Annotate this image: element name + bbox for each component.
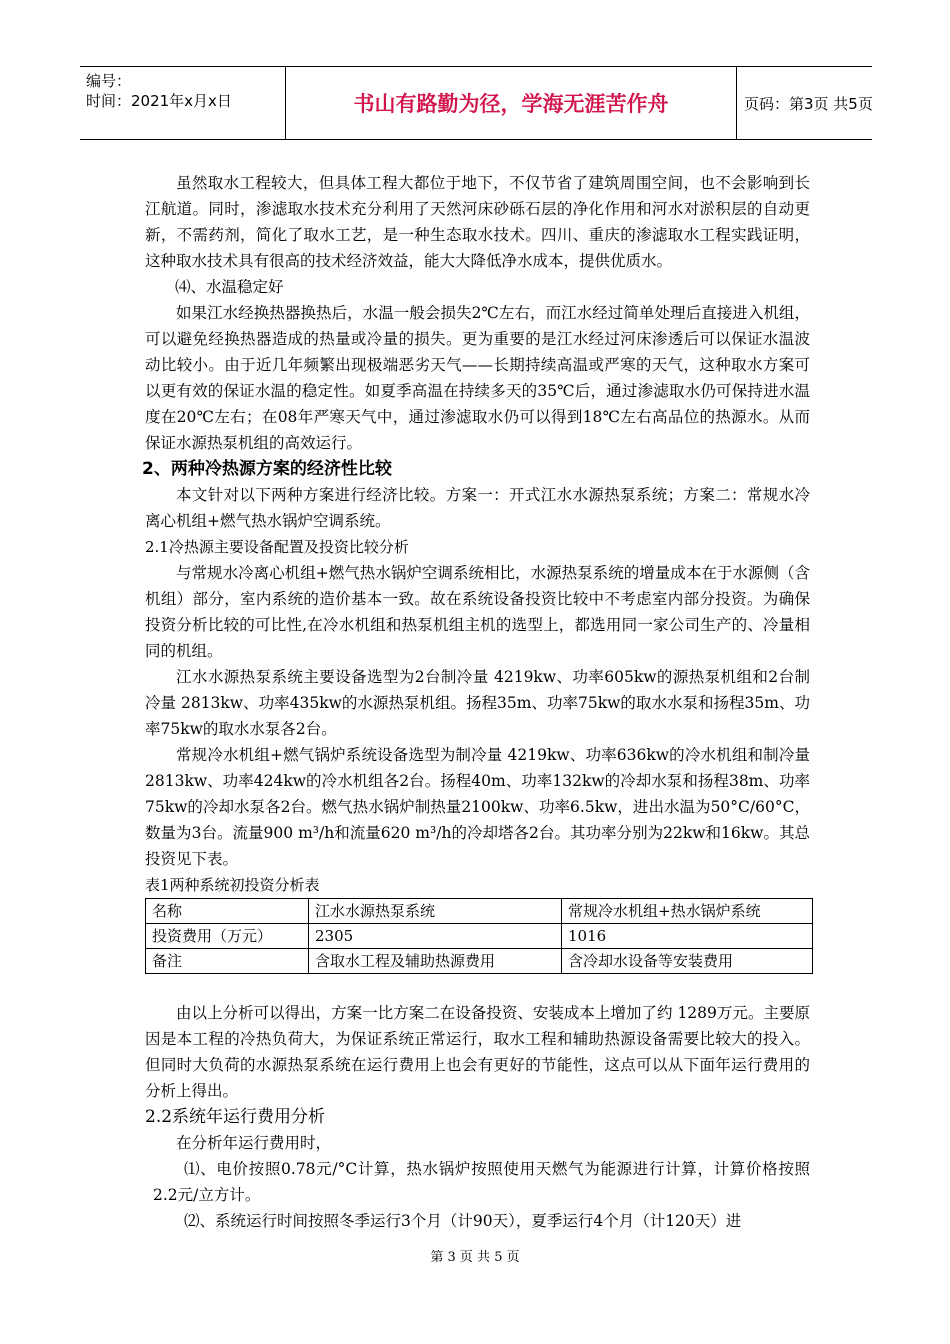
investment-table <box>145 898 813 974</box>
section-heading-2-2: 2.2系统年运行费用分析 <box>145 1107 326 1127</box>
paragraph: 由以上分析可以得出，方案一比方案二在设备投资、安装成本上增加了约 1289万元。主要原因是本工程的冷热负荷大，为保证系统正常运行，取水工程和辅助热源设备需要比较大的投入。但同时大负荷的水源热泵系统在运行费用上也会有更好的节能性，这点可以从下面年运行费用的分析上得出。 <box>145 1004 810 1100</box>
page-footer: 第 3 页 共 5 页 <box>430 1250 520 1265</box>
section-heading-2-1: 2.1冷热源主要设备配置及投资比较分析 <box>145 538 409 556</box>
table-cell: 投资费用（万元） <box>146 924 309 949</box>
table-row <box>146 949 813 974</box>
table-row <box>146 924 813 949</box>
table-cell: 备注 <box>146 949 309 974</box>
table-row <box>146 899 813 924</box>
table-cell: 含取水工程及辅助热源费用 <box>309 949 562 974</box>
paragraph: 与常规水冷离心机组+燃气热水锅炉空调系统相比，水源热泵系统的增量成本在于水源侧（含机组）部分，室内系统的造价基本一致。故在系统设备投资比较中不考虑室内部分投资。为确保投资分析比较的可比性,在冷水机组和热泵机组主机的选型上，都选用同一家公司生产的、冷量相同的机组。 <box>145 564 810 660</box>
table-caption: 表1两种系统初投资分析表 <box>145 876 320 894</box>
section-heading-2: 2、两种冷热源方案的经济性比较 <box>142 459 392 479</box>
paragraph: 虽然取水工程较大，但具体工程大都位于地下，不仅节省了建筑周围空间，也不会影响到长江航道。同时，渗滤取水技术充分利用了天然河床砂砾石层的净化作用和河水对淤积层的自动更新，不需药剂，简化了取水工艺，是一种生态取水技术。四川、重庆的渗滤取水工程实践证明，这种取水技术具有很高的技术经济效益，能大大降低净水成本，提供优质水。 <box>145 174 810 270</box>
paragraph: 如果江水经换热器换热后，水温一般会损失2℃左右，而江水经过简单处理后直接进入机组，可以避免经换热器造成的热量或冷量的损失。更为重要的是江水经过河床渗透后可以保证水温波动比较小。由于近几年频繁出现极端恶劣天气——长期持续高温或严寒的天气，这种取水方案可以更有效的保证水温的稳定性。如夏季高温在持续多天的35℃后，通过渗滤取水仍可保持进水温度在20℃左右；在08年严寒天气中，通过渗滤取水仍可以得到18℃左右高品位的热源水。从而保证水源热泵机组的高效运行。 <box>145 304 810 452</box>
subheading-water-temperature: ⑷、水温稳定好 <box>175 278 284 296</box>
paragraph: 江水水源热泵系统主要设备选型为2台制冷量 4219kw、功率605kw的源热泵机组和2台制冷量 2813kw、功率435kw的水源热泵机组。扬程35m、功率75kw的取水水泵和扬程35m、功率75kw的取水水泵各2台。 <box>145 668 810 738</box>
document-body <box>142 170 810 1234</box>
table-cell: 常规冷水机组+热水锅炉系统 <box>562 899 813 924</box>
table-cell: 1016 <box>562 924 813 949</box>
document-number-label: 编号： <box>86 72 132 90</box>
document-date: 时间：2021年x月x日 <box>86 92 232 110</box>
header-page-number: 页码：第3页 共5页 <box>744 94 873 113</box>
paragraph: 本文针对以下两种方案进行经济比较。方案一：开式江水水源热泵系统；方案二：常规水冷离心机组+燃气热水锅炉空调系统。 <box>145 486 810 530</box>
list-item: ⑵、系统运行时间按照冬季运行3个月（计90天），夏季运行4个月（计120天）进 <box>184 1212 742 1230</box>
table-cell: 江水水源热泵系统 <box>309 899 562 924</box>
paragraph: 常规冷水机组+燃气锅炉系统设备选型为制冷量 4219kw、功率636kw的冷水机组和制冷量 2813kw、功率424kw的冷水机组各2台。扬程40m、功率132kw的冷却水泵和扬程38m、功率75kw的冷却水泵各2台。燃气热水锅炉制热量2100kw、功率6.5kw，进出水温为50°C/60°C，数量为3台。流量900 m³/h和流量620 m³/h的冷却塔各2台。其功率分别为22kw和16kw。其总投资见下表。 <box>145 746 810 868</box>
table-cell: 2305 <box>309 924 562 949</box>
page-header <box>80 66 872 140</box>
header-info-cell <box>80 67 285 139</box>
header-motto: 书山有路勤为径，学海无涯苦作舟 <box>285 67 737 139</box>
table-cell: 含冷却水设备等安装费用 <box>562 949 813 974</box>
table-cell: 名称 <box>146 899 309 924</box>
list-item: ⑴、电价按照0.78元/°C计算，热水锅炉按照使用天燃气为能源进行计算，计算价格按照2.2元/立方计。 <box>153 1160 810 1204</box>
paragraph: 在分析年运行费用时， <box>176 1134 332 1152</box>
